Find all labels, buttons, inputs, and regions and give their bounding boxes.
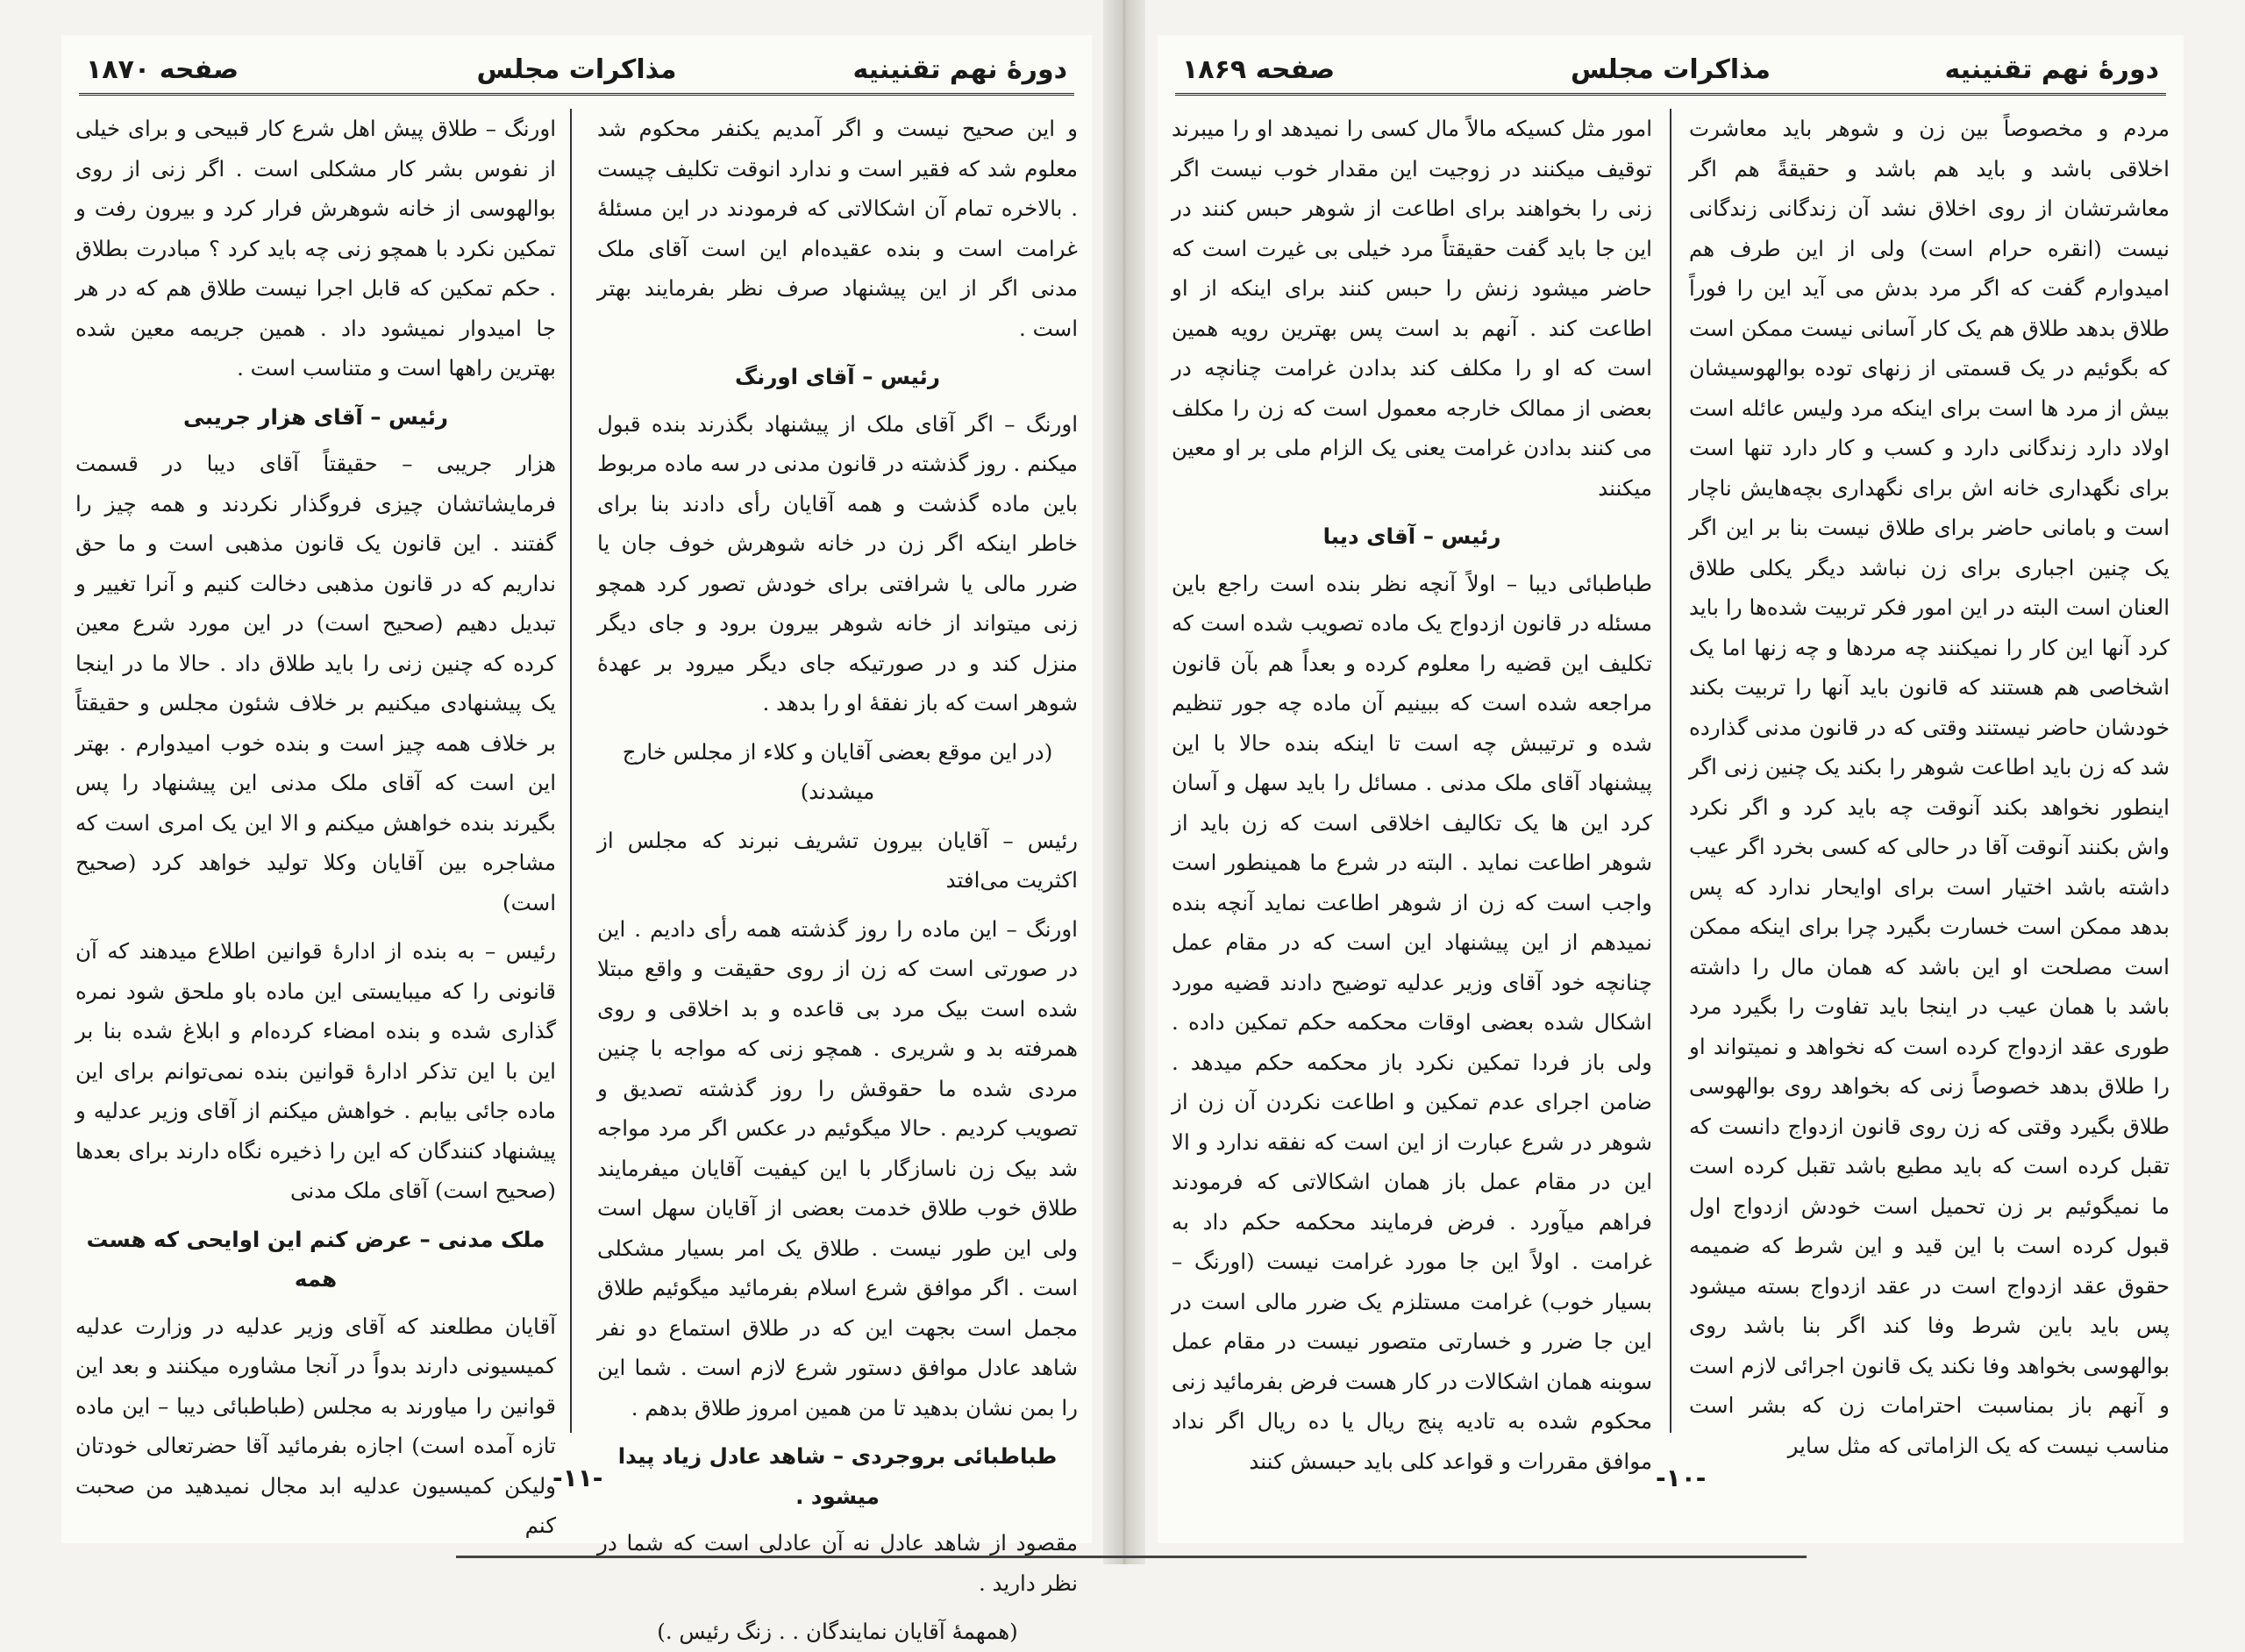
paragraph: مردم و مخصوصاً بین زن و شوهر باید معاشرت اخلاقی باشد و باید هم باشد و حقیقةً هم اگر معاشرتشان از روی اخلاق نشد آن زندگانی زندگانی نیست (انقره حرام است) ولی از این طرف هم امیدوارم گفت که اگر مرد بدش می آید این را فوراً طلاق بدهد طلاق هم یک کار آسانی نیست ممکن است که بگوئیم در یک قسمتی از زنهای توده بوالهوسیشان بیش از مرد ها است برای اینکه مرد ولیس عائله است اولاد دارد زندگانی دارد و کسب و کار دارد تنها است برای نگهداری خانه اش برای نگهداری بچه‌هایش ناچار است و بامانی حاضر برای طلاق نیست بنا بر این اگر یک چنین اجباری برای زن نباشد دیگر یکلی طلاق العنان است البته در این امور فکر تربیت شده‌ها را باید کرد آنها این کار را نمیکنند چه مردها و چه زنها اما یک اشخاصی هم هستند که قانون باید آنها را تربیت بکند خودشان حاضر نیستند وقتی که در قانون مدنی گذارده شد که زن باید اطاعت شوهر را بکند یک چنین زنی اگر اینطور نخواهد بکند آنوقت چه باید کرد و اگر نکرد واش بکنند آنوقت آقا در حالی که کسی بخرد اگر عیب داشته باشد اختیار است برای اوایحار ندارد که پس بدهد ممکن است خسارت بگیرد چرا برای اینکه ممکن است مصلحت او این باشد که همان مال را داشته باشد با همان عیب در اینجا باید تفاوت را بگیرد مرد طوری عقد ازدواج کرده است که نخواهد و نمیتواند او را طلاق بدهد خصوصاً زنی که بخواهد روی بوالهوسی طلاق بگیرد وقتی که زن روی قانون ازدواج دانست که تقبل کرده است که باید مطیع باشد تقبل کرده است ما نمیگوئیم بر زن تحمیل است خودش ازدواج اول قبول کرده است با این قید و این شرط که ضمیمه حقوق عقد ازدواج است در عقد ازدواج بسته میشود پس باید باین شرط وفا کند اگر بنا باشد روی بوالهوسی بخواهد وفا نکند یک قانون اجرائی لازم است و آنهم باز بمناسبت احترامات زن که بشر است مناسب نیست که یک الزاماتی که مثل سایر [1689,116,2170,1458]
paragraph: اورنگ – طلاق پیش اهل شرع کار قبیحی و برای خیلی از نفوس بشر کار مشکلی است . اگر زنی از روی بوالهوسی از خانه شوهرش فرار کرد و بیرون رفت و تمکین نکرد با همچو زنی چه باید کرد ؟ مبادرت بطلاق . حکم تمکین که قابل اجرا نیست طلاق هم که در هر جا امیدوار نمیشود داد . همین جریمه معین شده بهترین راهها است و متناسب است . [75,116,556,381]
speaker-heading: رئیس – آقای دیبا [1322,523,1501,549]
speaker-heading: طباطبائی بروجردی – شاهد عادل زیاد پیدا میشود . [617,1443,1058,1509]
column-divider [570,109,572,1433]
right-page-left-column [1172,109,1652,1474]
right-page [1158,35,2184,1543]
paragraph: اورنگ – این ماده را روز گذشته همه رأی دادیم . این در صورتی است که زن از روی حقیقت و واقع مبتلا شده است بیک مرد بی قاعده و بد اخلاقی و روی همرفته بد و شریری . همچو زنی که مواجه با چنین مردی شده ما حقوقش را روز گذشته تصدیق و تصویب کردیم . حالا میگوئیم در عکس اگر مرد مواجه شد بیک زن ناسازگار با این کیفیت آقایان میفرمایند طلاق خوب طلاق خدمت بعضی از آقایان سهل است ولی این طور نیست . طلاق یک امر بسیار مشکلی است . اگر موافق شرع اسلام بفرمائید میگوئیم طلاق مجمل است بجهت این که در طلاق استماع دو نفر شاهد عادل موافق دستور شرع لازم است . شما این را بمن نشان بدهید تا من همین امروز طلاق بدهم . [597,915,1078,1421]
left-page-folio: -۱۱- [552,1463,603,1492]
session-note: (در این موقع بعضی آقایان و کلاء از مجلس خارج میشدند) [622,738,1053,804]
paragraph: امور مثل کسیکه مالاً مال کسی را نمیدهد او را میبرند توقیف میکنند در زوجیت این مقدار خوب نیست اگر زنی را بخواهند برای اطاعت از شوهر حبس کنند در این جا باید گفت حقیقتاً مرد خیلی بی غیرت است که حاضر میشود زنش را حبس کنند برای اینکه از او اطاعت کند . آنهم بد است پس بهترین رویه همین است که او را مکلف کند بدادن غرامت چنانچه در بعضی از ممالک خارجه معمول است که زن را مکلف می کنند بدادن غرامت یعنی یک الزام ملی بر او معین میکنند [1172,116,1652,501]
paragraph: رئیس – به بنده از ادارهٔ قوانین اطلاع میدهند که آن قانونی را که میبایستی این ماده باو ملحق شود نمره گذاری شده و بنده امضاء کرده‌ام و ابلاغ شده بنا بر این با این تذکر ادارهٔ قوانین بنده نمی‌توانم برای این ماده جائی بیابم . خواهش میکنم از آقای وزیر عدلیه و پیشنهاد کنندگان که این را ذخیره نگاه دارند برای بعدها (صحیح است) آقای ملک مدنی [75,938,556,1203]
right-page-right-column [1689,109,2170,1458]
paragraph: اورنگ – اگر آقای ملک از پیشنهاد بگذرند بنده قبول میکنم . روز گذشته در قانون مدنی در سه ماده مربوط باین ماده گذشت و همه آقایان رأی دادند بنا برای خاطر اینکه اگر زن در خانه شوهرش خوف جان یا ضرر مالی یا شرافتی برای خودش تصور کرد همچو زنی میتواند از خانه شوهر بیرون برود و جای دیگر منزل کند و در صورتیکه جای دیگر میرود بر عهدهٔ شوهر است که باز نفقهٔ او را بدهد . [597,410,1078,716]
column-divider [1670,109,1671,1433]
paragraph: هزار جریبی – حقیقتاً آقای دیبا در قسمت فرمایشاتشان چیزی فروگذار نکردند و همه چیز را گفتند . این قانون یک قانون مذهبی است و ما حق نداریم که در قانون مذهبی دخالت کنیم و آنرا تغییر و تبدیل دهیم (صحیح است) در این مورد شرع معین کرده که چنین زنی را باید طلاق داد . حالا ما در اینجا یک پیشنهادی میکنیم بر خلاف شئون مجلس و حقیقتاً بر خلاف همه چیز است و بنده خوب امیدوارم . بهتر این است که آقای ملک مدنی این پیشنهاد را پس بگیرند بنده خواهش میکنم و الا این یک امری است که مشاجره بین آقایان وکلا تولید خواهد کرد (صحیح است) [75,451,556,915]
book-gutter [1103,0,1145,1564]
right-page-folio: -۱۰- [1656,1463,1707,1492]
left-page-running-title: مذاکرات مجلس [476,54,677,85]
right-page-running-title: مذاکرات مجلس [1570,54,1771,85]
left-page-right-column [597,109,1078,1644]
speaker-heading: ملک مدنی – عرض کنم این اوایحی که هست همه [86,1226,545,1292]
left-page-number: صفحه ۱۸۷۰ [86,54,239,85]
session-note: (همهمهٔ آقایان نمایندگان . . زنگ رئیس .) [657,1619,1018,1644]
paragraph: و این صحیح نیست و اگر آمدیم یکنفر محکوم شد معلوم شد که فقیر است و ندارد انوقت تکلیف چیست . بالاخره تمام آن اشکالاتی که فرمودند در این مسئلهٔ غرامت است و بنده عقیده‌ام این است آقای ملک مدنی اگر از این پیشنهاد صرف نظر بفرمایند بهتر است . [597,116,1078,341]
right-page-session: دورهٔ نهم تقنینیه [1944,54,2159,85]
left-page-header [79,51,1074,96]
paragraph: مقصود از شاهد عادل نه آن عادلی است که شما در نظر دارید . [597,1530,1078,1596]
speaker-heading: رئیس – آقای هزار جریبی [182,403,448,430]
left-page [61,35,1092,1644]
paragraph: رئیس – آقایان بیرون تشریف نبرند که مجلس از اکثریت می‌افتد [597,827,1078,893]
left-page-session: دورهٔ نهم تقنینیه [852,54,1067,85]
left-page-left-column [75,109,556,1538]
paragraph: طباطبائی دیبا – اولاً آنچه نظر بنده است راجع باین مسئله در قانون ازدواج یک ماده تصویب شده است که تکلیف این قضیه را معلوم کرده و بعداً هم بآن قانون مراجعه شده است که ببینیم آن ماده چه جور تنظیم شده و ترتیبش چه است تا اینکه بنده حالا با این پیشنهاد آقای ملک مدنی . مسائل را باید سهل و آسان کرد این ها یک تکالیف اخلاقی است که زن باید از شوهر اطاعت نماید . البته در شرع ما همینطور است واجب است که زن از شوهر اطاعت نماید آنچه بنده نمیدهم از این پیشنهاد این است که در مقام عمل چنانچه خود آقای وزیر عدلیه توضیح دادند قضیه مورد اشکال شده بعضی اوقات محکمه حکم تمکین داده . ولی باز فردا تمکین نکرد باز محکمه حکم میدهد . ضامن اجرای عدم تمکین و اطاعت نکردن آن زن از شوهر در شرع عبارت از این است که نفقه ندارد و الا این در مقام عمل باز همان اشکالاتی که فرمودند فراهم میآورد . فرض فرمایند محکمه حکم داد به غرامت . اولاً این جا مورد غرامت نیست (اورنگ – بسیار خوب) غرامت مستلزم یک ضرر مالی است در این جا ضرر و خسارتی متصور نیست در مقام عمل سوبنه همان اشکالات در کار هست فرض بفرمائید زنی محکوم شده به تادیه پنج ریال یا ده ریال اگر نداد موافق مقررات و قواعد کلی باید حبسش کنند [1172,570,1652,1474]
speaker-heading: رئیس – آقای اورنگ [735,364,940,389]
right-page-number: صفحه ۱۸۶۹ [1182,54,1336,85]
right-page-header [1175,51,2166,96]
paragraph: آقایان مطلعند که آقای وزیر عدلیه در وزارت عدلیه کمیسیونی دارند بدواً در آنجا مشاوره میکنند و بعد این قوانین را میاورند به مجلس (طباطبائی دیبا – این ماده تازه آمده است) اجازه بفرمائید آقا حضرتعالی خودتان ولیکن کمیسیون عدلیه ابد مجال نمیدهید من صحبت کنم [75,1313,556,1538]
scan-bottom-rule [456,1556,1807,1558]
